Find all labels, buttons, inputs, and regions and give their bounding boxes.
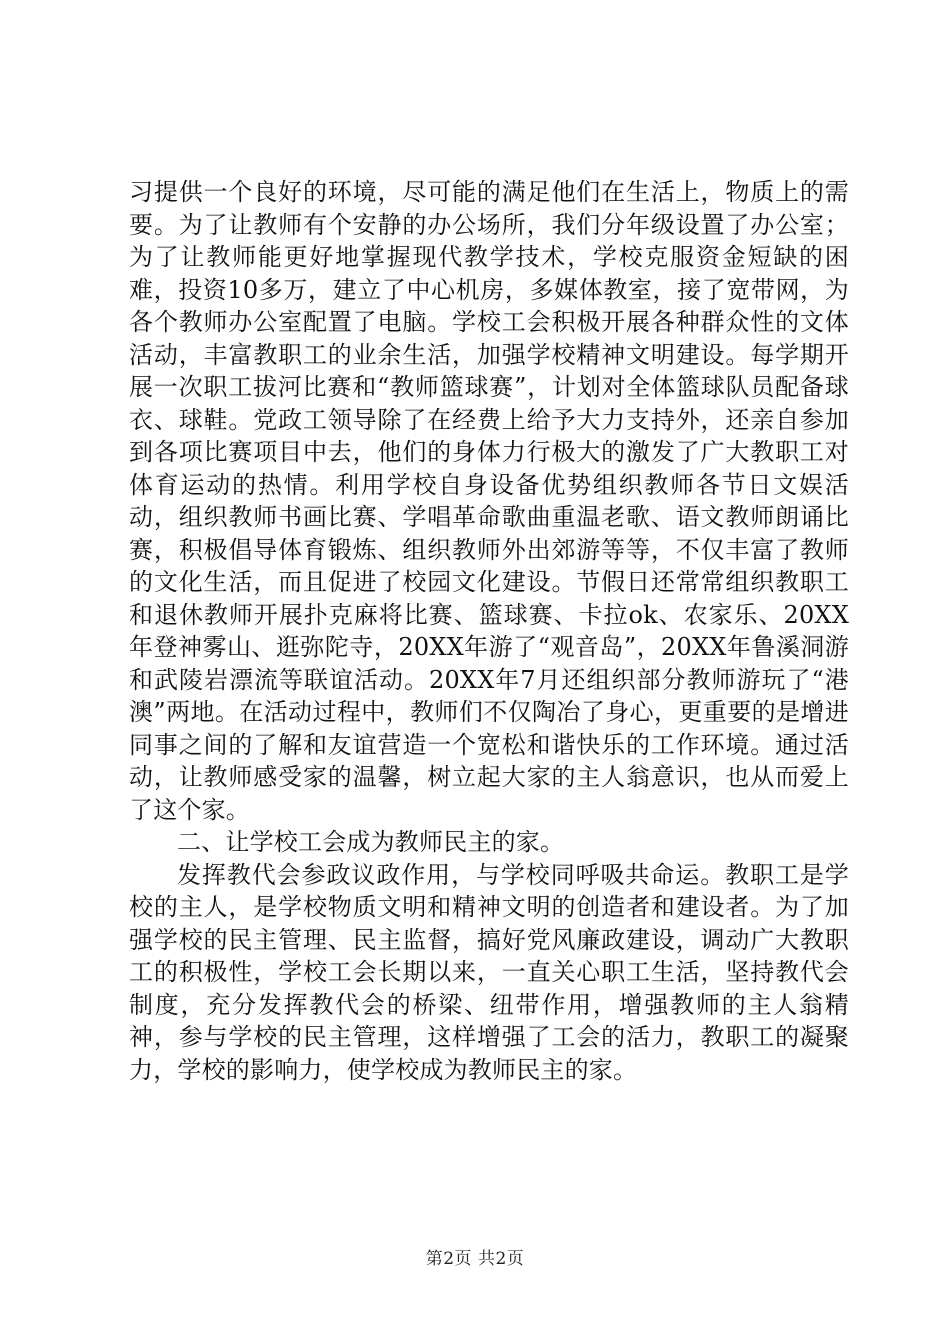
paragraph-continuation: 习提供一个良好的环境，尽可能的满足他们在生活上，物质上的需要。为了让教师有个安静的办公场所，我们分年级设置了办公室；为了让教师能更好地掌握现代教学技术，学校克服资金短缺的困难，投资10多万，建立了中心机房，多媒体教室，接了宽带网，为各个教师办公室配置了电脑。学校工会积极开展各种群众性的文体活动，丰富教职工的业余生活，加强学校精神文明建设。每学期开展一次职工拔河比赛和“教师篮球赛”，计划对全体篮球队员配备球衣、球鞋。党政工领导除了在经费上给予大力支持外，还亲自参加到各项比赛项目中去，他们的身体力行极大的激发了广大教职工对体育运动的热情。利用学校自身设备优势组织教师各节日文娱活动，组织教师书画比赛、学唱革命歌曲重温老歌、语文教师朗诵比赛，积极倡导体育锻炼、组织教师外出郊游等等，不仅丰富了教师的文化生活，而且促进了校园文化建设。节假日还常常组织教职工和退休教师开展扑克麻将比赛、篮球赛、卡拉ok、农家乐、20XX年登神雾山、逛弥陀寺，20XX年游了“观音岛”，20XX年鲁溪洞游和武陵岩漂流等联谊活动。20XX年7月还组织部分教师游玩了“港澳”两地。在活动过程中，教师们不仅陶冶了身心，更重要的是增进同事之间的了解和友谊营造一个宽松和谐快乐的工作环境。通过活动，让教师感受家的温馨，树立起大家的主人翁意识，也从而爱上了这个家。 xyxy=(129,178,849,824)
paragraph-democracy: 发挥教代会参政议政作用，与学校同呼吸共命运。教职工是学校的主人，是学校物质文明和精神文明的创造者和建设者。为了加强学校的民主管理、民主监督，搞好党风廉政建设，调动广大教职工的积极性，学校工会长期以来，一直关心职工生活，坚持教代会制度，充分发挥教代会的桥梁、纽带作用，增强教师的主人翁精神，参与学校的民主管理，这样增强了工会的活力，教职工的凝聚力，学校的影响力，使学校成为教师民主的家。 xyxy=(129,860,849,1084)
section-heading: 二、让学校工会成为教师民主的家。 xyxy=(177,828,565,856)
document-body xyxy=(129,176,849,1086)
page-footer: 第2页 共2页 xyxy=(425,1249,525,1269)
